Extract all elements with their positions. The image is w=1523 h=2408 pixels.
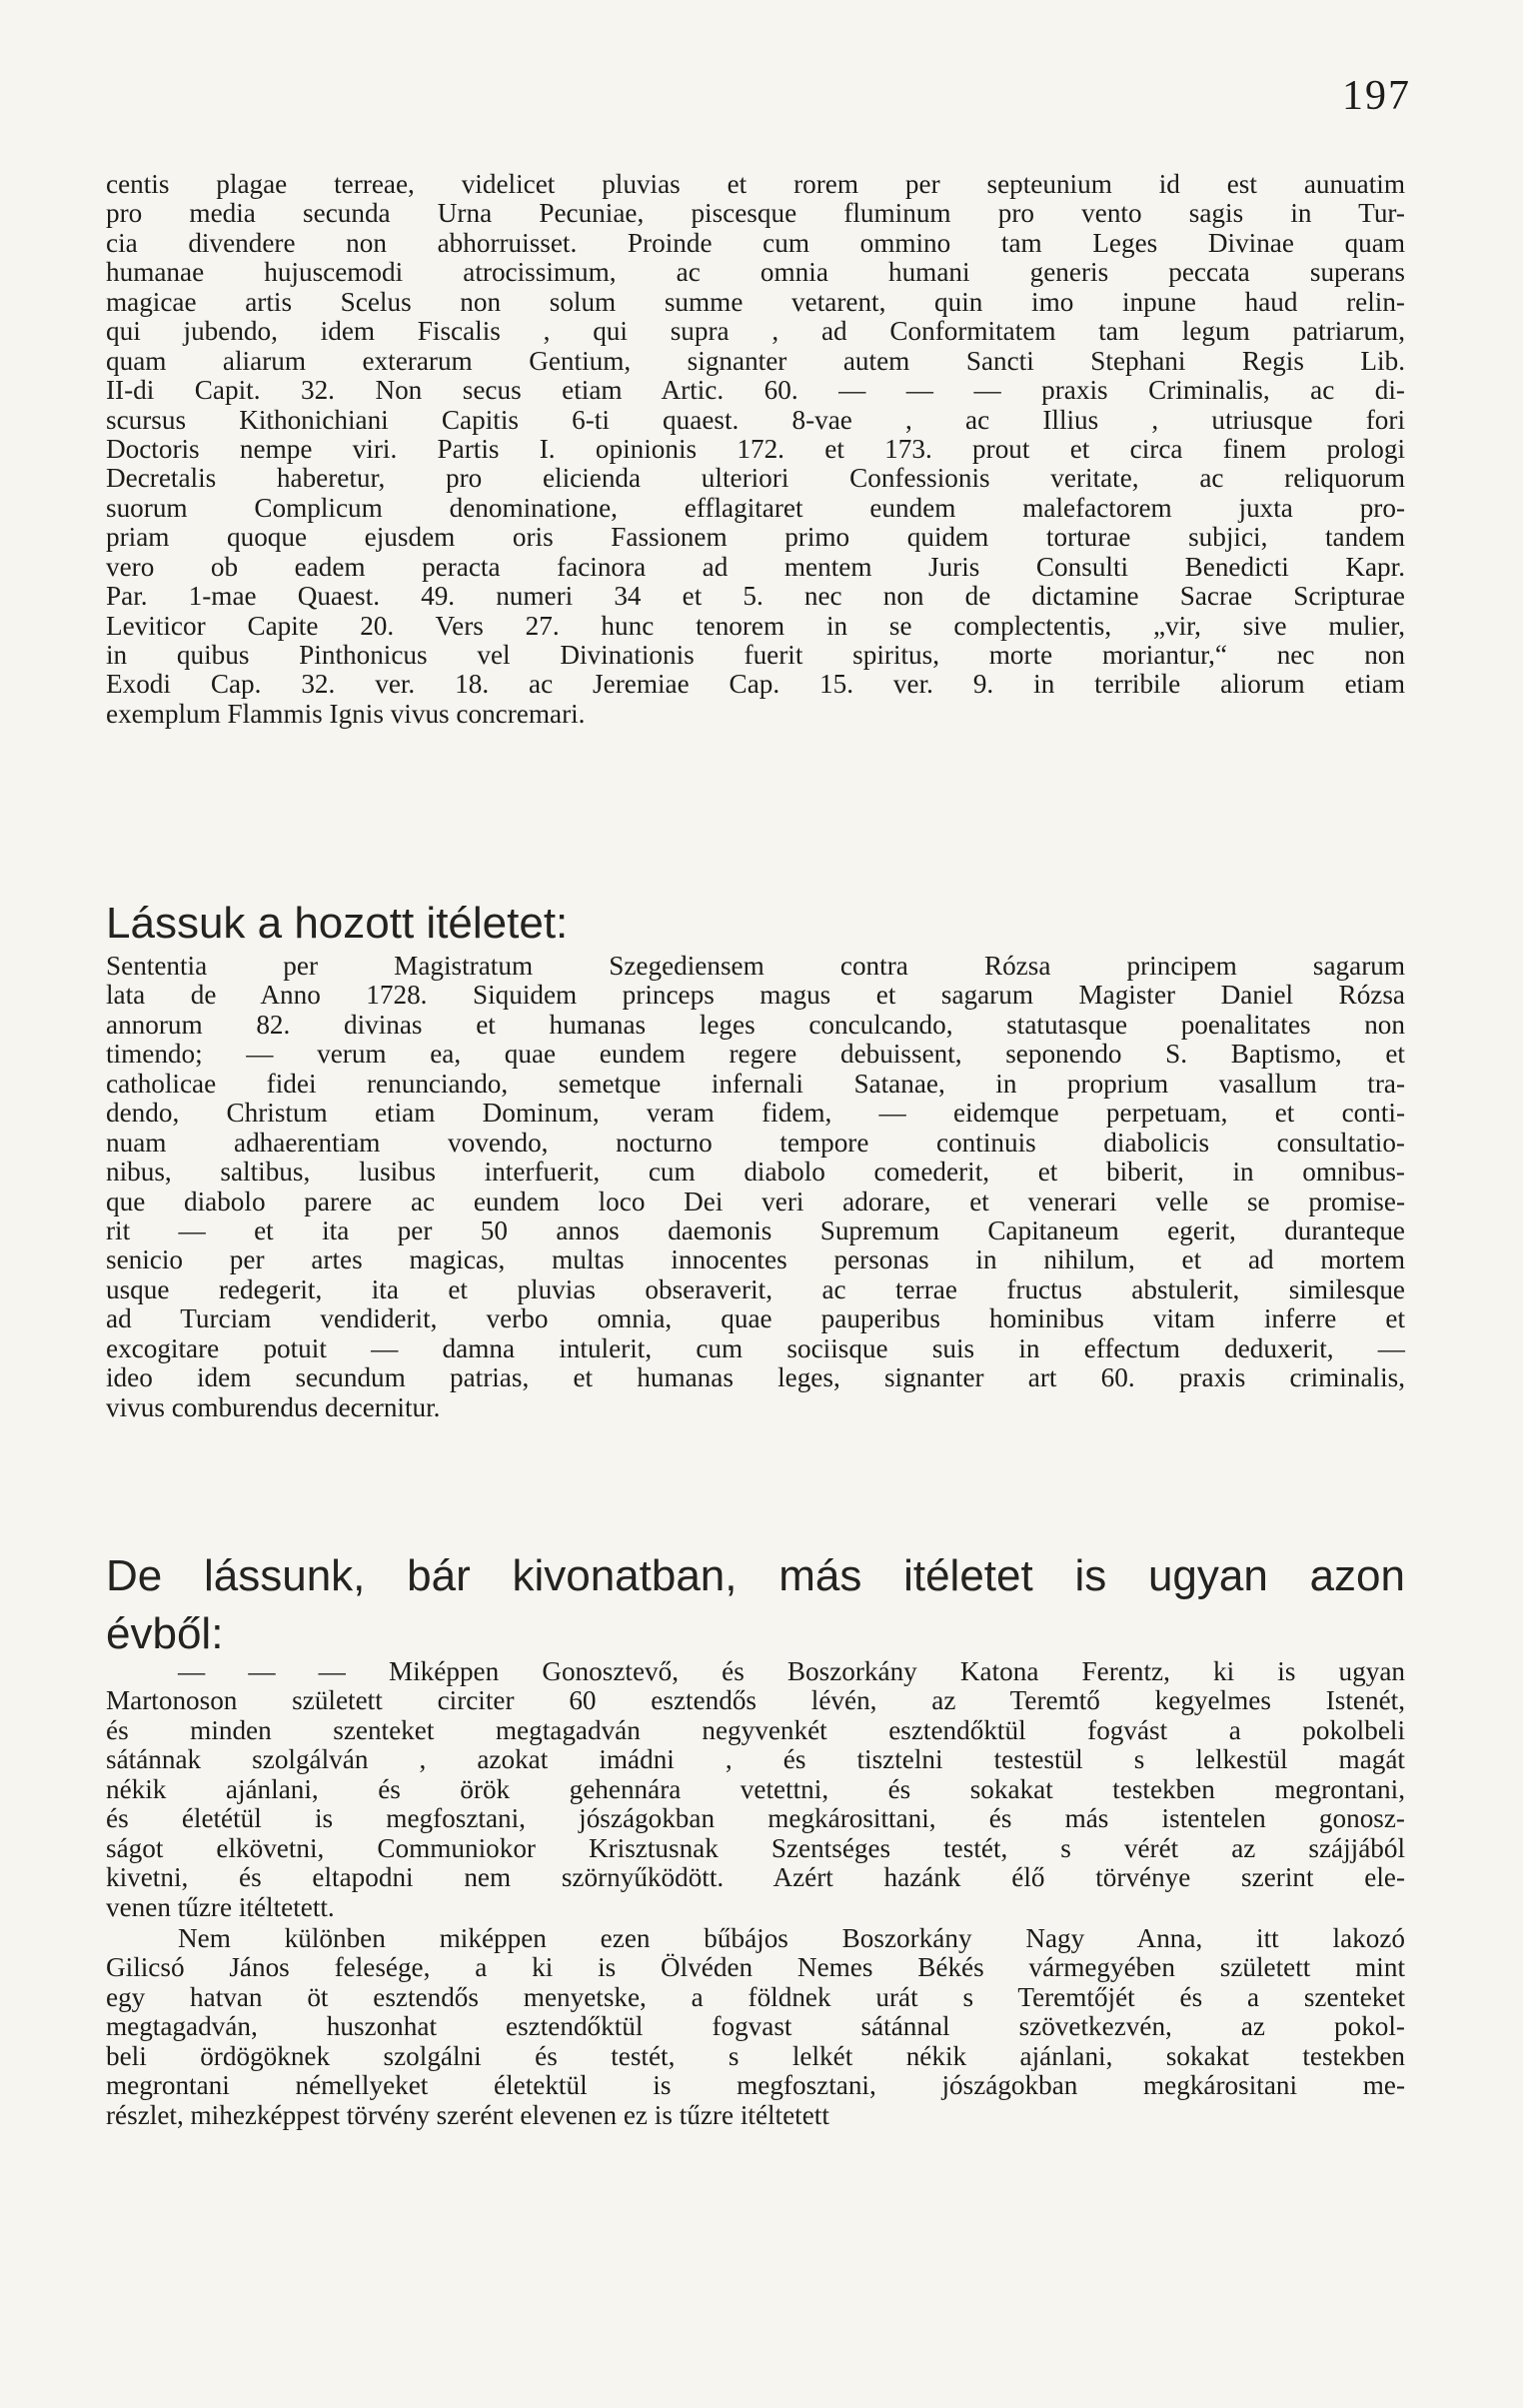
- text-line: II-di Capit. 32. Non secus etiam Artic. 60. — — — praxis Criminalis, ac di-: [106, 375, 1405, 406]
- text-line: usque redegerit, ita et pluvias obseraverit, ac terrae fructus abstulerit, similesque: [106, 1273, 1405, 1304]
- section-heading: Lássuk a hozott itéletet:: [106, 899, 569, 948]
- text-line: scursus Kithonichiani Capitis 6-ti quaest. 8-vae , ac Illius , utriusque fori: [106, 404, 1405, 435]
- text-line: timendo; — verum ea, quae eundem regere debuissent, seponendo S. Baptismo, et: [106, 1039, 1405, 1070]
- text-line: kivetni, és eltapodni nem szörnyűködött. Azért hazánk élő törvénye szerint ele-: [106, 1862, 1405, 1893]
- text-line: priam quoque ejusdem oris Fassionem primo quidem torturae subjici, tandem: [106, 522, 1405, 553]
- text-line: Par. 1-mae Quaest. 49. numeri 34 et 5. nec non de dictamine Sacrae Scripturae: [106, 581, 1405, 612]
- section-heading: [106, 1547, 1405, 1663]
- text-line: Doctoris nempe viri. Partis I. opinionis 172. et 173. prout et circa finem prologi: [106, 433, 1405, 464]
- text-line: dendo, Christum etiam Dominum, veram fidem, — eidemque perpetuam, et conti-: [106, 1098, 1405, 1129]
- paragraph-nagy-anna: [106, 1924, 1405, 2130]
- heading-line: De lássunk, bár kivonatban, más itéletet is ugyan azon: [106, 1551, 1405, 1600]
- heading-line: évből:: [106, 1609, 224, 1658]
- paragraph-latin-sentence: [106, 952, 1405, 1422]
- text-line: nuam adhaerentiam vovendo, nocturno tempore continuis diabolicis consultatio-: [106, 1127, 1405, 1158]
- text-line: Exodi Cap. 32. ver. 18. ac Jeremiae Cap. 15. ver. 9. in terribile aliorum etiam: [106, 669, 1405, 700]
- text-line: centis plagae terreae, videlicet pluvias et rorem per septeunium id est aunuatim: [106, 169, 1405, 199]
- text-line: venen tűzre itéltetett.: [106, 1891, 335, 1922]
- text-line: excogitare potuit — damna intulerit, cum sociisque suis in effectum deduxerit, —: [106, 1332, 1405, 1363]
- text-line: ad Turciam vendiderit, verbo omnia, quae pauperibus hominibus vitam inferre et: [106, 1303, 1405, 1334]
- text-line: exemplum Flammis Ignis vivus concremari.: [106, 698, 586, 729]
- text-line: sátánnak szolgálván , azokat imádni , és tisztelni testestül s lelkestül magát: [106, 1744, 1405, 1775]
- text-line: és minden szenteket megtagadván negyvenkét esztendőktül fogvást a pokolbeli: [106, 1714, 1405, 1745]
- text-line: suorum Complicum denominatione, efflagitaret eundem malefactorem juxta pro-: [106, 492, 1405, 523]
- text-line: lata de Anno 1728. Siquidem princeps magus et sagarum Magister Daniel Rózsa: [106, 980, 1405, 1011]
- text-line: que diabolo parere ac eundem loco Dei veri adorare, et venerari velle se promise-: [106, 1186, 1405, 1216]
- text-line: cia divendere non abhorruisset. Proinde cum ommino tam Leges Divinae quam: [106, 227, 1405, 258]
- text-line: — — — Miképpen Gonosztevő, és Boszorkány Katona Ferentz, ki is ugyan: [178, 1656, 1405, 1686]
- text-line: egy hatvan öt esztendős menyetske, a földnek urát s Teremtőjét és a szenteket: [106, 1981, 1405, 2012]
- text-line: vero ob eadem peracta facinora ad mentem Juris Consulti Benedicti Kapr.: [106, 551, 1405, 582]
- text-line: senicio per artes magicas, multas innocentes personas in nihilum, et ad mortem: [106, 1244, 1405, 1275]
- text-line: annorum 82. divinas et humanas leges conculcando, statutasque poenalitates non: [106, 1009, 1405, 1040]
- text-line: ságot elkövetni, Communiokor Krisztusnak Szentséges testét, s vérét az szájjából: [106, 1832, 1405, 1863]
- paragraph-latin-accusation: [106, 170, 1405, 729]
- text-line: Martonoson született circiter 60 esztendős lévén, az Teremtő kegyelmes Istenét,: [106, 1685, 1405, 1716]
- text-line: és életétül is megfosztani, jószágokban megkárosittani, és más istentelen gonosz-: [106, 1803, 1405, 1834]
- text-line: catholicae fidei renunciando, semetque infernali Satanae, in proprium vasallum tra-: [106, 1068, 1405, 1099]
- text-line: részlet, mihezképpest törvény szerént elevenen ez is tűzre itéltetett: [106, 2099, 829, 2130]
- page-number: 197: [1342, 73, 1411, 119]
- text-line: nibus, saltibus, lusibus interfuerit, cum diabolo comederit, et biberit, in omnibus-: [106, 1157, 1405, 1188]
- text-line: Sententia per Magistratum Szegediensem contra Rózsa principem sagarum: [106, 951, 1405, 981]
- text-line: Gilicsó János felesége, a ki is Ölvéden Nemes Békés vármegyében született mint: [106, 1952, 1405, 1983]
- text-line: in quibus Pinthonicus vel Divinationis fuerit spiritus, morte moriantur,“ nec non: [106, 640, 1405, 670]
- text-line: megrontani némellyeket életektül is megfosztani, jószágokban megkárositani me-: [106, 2070, 1405, 2101]
- text-line: Leviticor Capite 20. Vers 27. hunc tenorem in se complectentis, „vir, sive mulier,: [106, 610, 1405, 641]
- text-line: humanae hujuscemodi atrocissimum, ac omnia humani generis peccata superans: [106, 257, 1405, 288]
- text-line: beli ördögöknek szolgálni és testét, s lelkét nékik ajánlani, sokakat testekben: [106, 2040, 1405, 2071]
- text-line: pro media secunda Urna Pecuniae, piscesque fluminum pro vento sagis in Tur-: [106, 198, 1405, 229]
- text-line: magicae artis Scelus non solum summe vetarent, quin imo inpune haud relin-: [106, 286, 1405, 317]
- text-line: Decretalis haberetur, pro elicienda ulteriori Confessionis veritate, ac reliquorum: [106, 463, 1405, 494]
- text-line: qui jubendo, idem Fiscalis , qui supra , ad Conformitatem tam legum patriarum,: [106, 316, 1405, 347]
- text-line: quam aliarum exterarum Gentium, signanter autem Sancti Stephani Regis Lib.: [106, 345, 1405, 376]
- text-line: nékik ajánlani, és örök gehennára vetettni, és sokakat testekben megrontani,: [106, 1773, 1405, 1804]
- text-line: Nem különben miképpen ezen bűbájos Boszorkány Nagy Anna, itt lakozó: [178, 1923, 1405, 1953]
- text-line: rit — et ita per 50 annos daemonis Supremum Capitaneum egerit, duranteque: [106, 1214, 1405, 1245]
- paragraph-katona-ferentz: [106, 1657, 1405, 1922]
- text-line: vivus comburendus decernitur.: [106, 1391, 441, 1422]
- text-line: megtagadván, huszonhat esztendőktül fogvast sátánnal szövetkezvén, az pokol-: [106, 2011, 1405, 2042]
- text-line: ideo idem secundum patrias, et humanas leges, signanter art 60. praxis criminalis,: [106, 1362, 1405, 1393]
